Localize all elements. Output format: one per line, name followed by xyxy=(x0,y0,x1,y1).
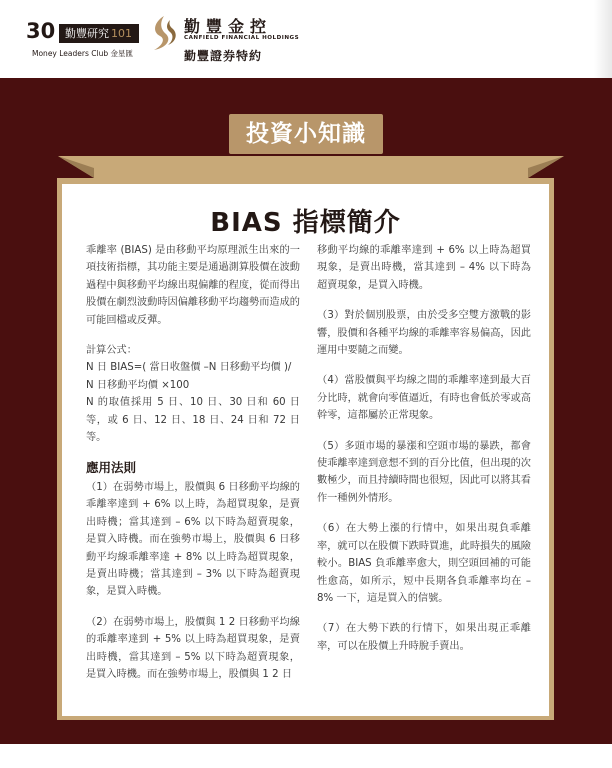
rule-6: （6）在大勢上漲的行情中，如果出現負乖離率，就可以在股價下跌時買進，此時損失的風險較小。BIAS 負乖離率愈大，則空頭回補的可能性愈高，如所示，短中長期各負乖離率均在 –8% 一下，這是買入的信號。 xyxy=(317,523,531,604)
rule-5: （5）多頭市場的暴漲和空頭市場的暴跌，都會使乖離率達到意想不到的百分比值，但出現的次數極少，而且持續時間也很短，因此可以將其看作一種例外情形。 xyxy=(317,440,531,504)
intro-paragraph: 乖離率 (BIAS) 是由移動平均原理派生出來的一項技術指標，其功能主要是通過測算股價在波動過程中與移動平均線出現偏離的程度，從而得出股價在劇烈波動時因偏離移動平均趨勢而造成的可能回檔或反彈。 xyxy=(86,245,300,326)
header-edge-shadow xyxy=(594,0,612,78)
section-label-badge xyxy=(229,114,383,154)
page-number: 30 xyxy=(26,19,56,43)
rules-heading: 應用法則 xyxy=(86,460,137,476)
rule-7: （7）在大勢下跌的行情下，如果出現正乖離率，可以在股價上升時脫手賣出。 xyxy=(317,623,531,652)
page-header xyxy=(0,0,612,78)
rule-4: （4）當股價與平均線之間的乖離率達到最大百分比時，就會向零值逼近，有時也會低於零或高幹零，這都屬於正常現象。 xyxy=(317,375,531,422)
formula-label: 計算公式： xyxy=(86,345,137,357)
brand-english-name: CANFIELD FINANCIAL HOLDINGS xyxy=(184,35,300,41)
section-label: 投資小知識 xyxy=(246,121,366,147)
canfield-logo-icon xyxy=(148,14,178,52)
article-title: BIAS 指標簡介 xyxy=(210,208,401,238)
page-footer-margin xyxy=(0,744,612,768)
left-column xyxy=(86,242,300,696)
formula-line-2: N 日移動平均價 ×100 xyxy=(86,379,190,391)
series-number: 101 xyxy=(111,27,132,40)
article-card xyxy=(62,184,549,716)
brand-subtitle: 勤豐證券特約 xyxy=(184,49,263,63)
brand-chinese-name: 勤豐金控 xyxy=(184,17,273,36)
formula-line-1: N 日 BIAS=( 當日收盤價 –N 日移動平均價 )/ xyxy=(86,362,292,374)
rule-2: （2）在弱勢市場上，股價與 1 2 日移動平均線的乖離率達到 + 5% 以上時為超買現象，是賣出時機，當其達到 – 5% 以下時為超賣現象，是買入時機。而在強勢市場上，股價與 1 2 日 xyxy=(86,616,300,680)
series-badge xyxy=(59,24,139,43)
formula-note: N 的取值採用 5 日、10 日、30 日和 60 日等，或 6 日、12 日、18 日、24 日和 72 日等。 xyxy=(86,397,300,444)
rule-1: （1）在弱勢市場上，股價與 6 日移動平均線的乖離率達到 + 6% 以上時，為超買現象，是賣出時機；當其達到 – 6% 以下時為超賣現象，是買入時機。而在強勢市場上，股價與 6 日移動平均線乖離率達 + 8% 以上時為超買現象，是賣出時機；當其達到 – 3% 以下時為超賣現象，是買入時機。 xyxy=(86,481,300,598)
right-column xyxy=(317,242,531,668)
rule-3: （3）對於個別股票，由於受多空雙方激戰的影響，股價和各種平均線的乖離率容易偏高，因此運用中要隨之而變。 xyxy=(317,310,531,357)
series-name: 勤豐研究 xyxy=(65,27,109,40)
rule-2-continued: 移動平均線的乖離率達到 + 6% 以上時為超買現象，是賣出時機，當其達到 – 4% 以下時為超賣現象，是買入時機。 xyxy=(317,245,531,291)
club-name: Money Leaders Club 金星匯 xyxy=(32,49,133,58)
